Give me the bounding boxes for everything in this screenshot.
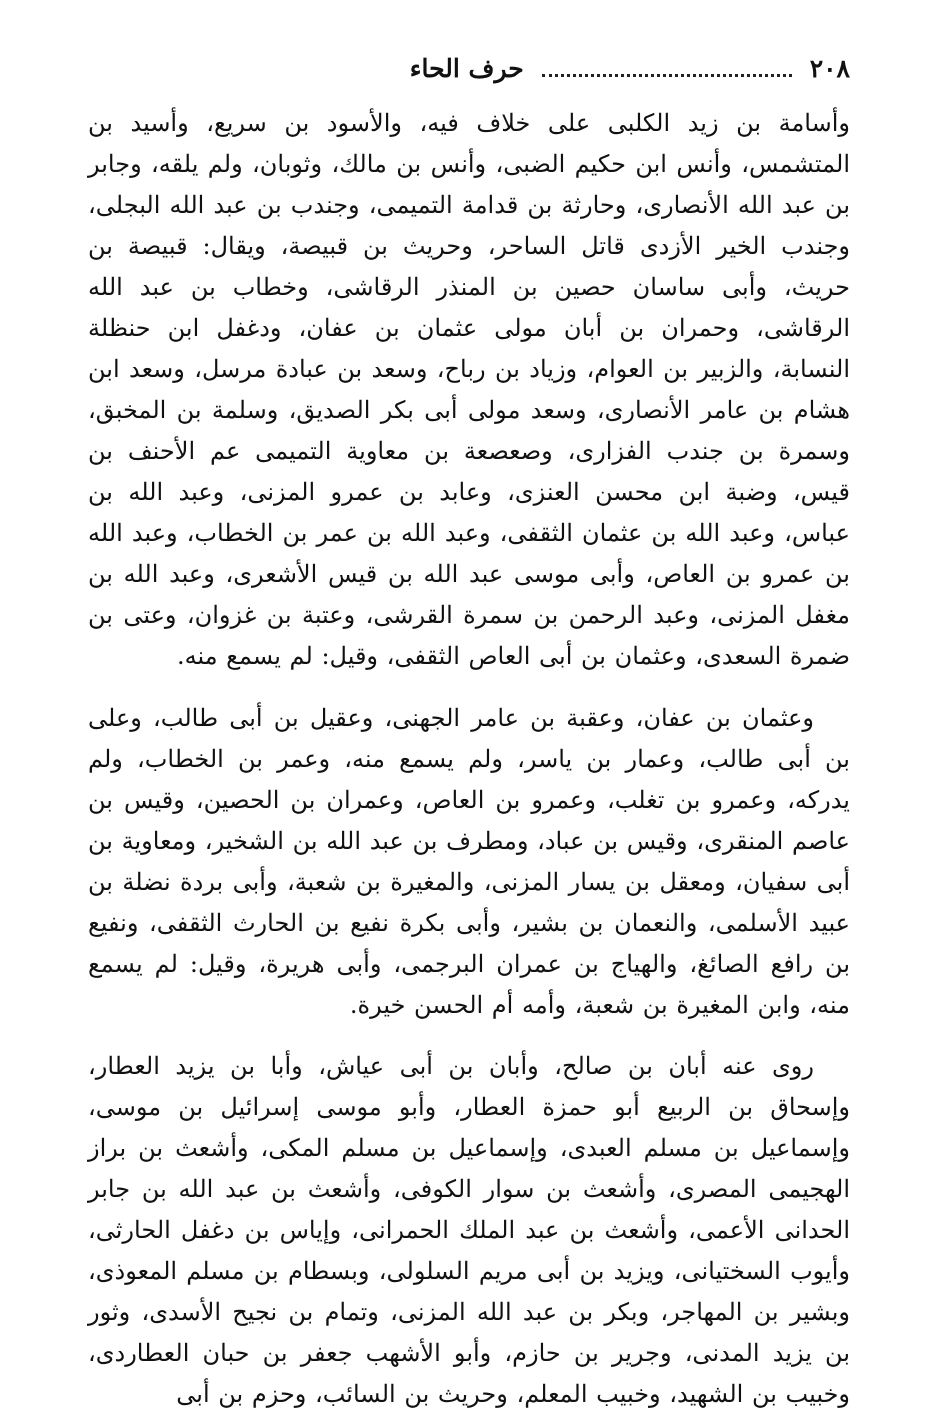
page-number: ٢٠٨ <box>809 53 850 83</box>
body-text <box>88 103 850 1415</box>
paragraph-narrators: روى عنه أبان بن صالح، وأبان بن أبى عياش، وأبا بن يزيد العطار، وإسحاق بن الربيع أبو حمزة العطار، وأبو موسى إسرائيل بن موسى، وإسماعيل بن مسلم العبدى، وإسماعيل بن مسلم المكى، وأشعث بن براز الهجيمى المصرى، وأشعث بن سوار الكوفى، وأشعث بن عبد الله بن جابر الحدانى الأعمى، وأشعث بن عبد الملك الحمرانى، وإياس بن دغفل الحارثى، وأيوب السختيانى، ويزيد بن أبى مريم السلولى، وبسطام بن مسلم المعوذى، وبشير بن المهاجر، وبكر بن عبد الله المزنى، وتمام بن نجيح الأسدى، وثور بن يزيد المدنى، وجرير بن حازم، وأبو الأشهب جعفر بن حبان العطاردى، وخبيب بن الشهيد، وخبيب المعلم، وحريث بن السائب، وحزم بن أبى <box>88 1052 851 1408</box>
running-header <box>88 48 850 88</box>
paragraph-companions: وأسامة بن زيد الكلبى على خلاف فيه، والأسود بن سريع، وأسيد بن المتشمس، وأنس ابن حكيم الضبى، وأنس بن مالك، وثوبان، ولم يلقه، وجابر بن عبد الله الأنصارى، وحارثة بن قدامة التميمى، وجندب بن عبد الله البجلى، وجندب الخير الأزدى قاتل الساحر، وحريث بن قبيصة، ويقال: قبيصة بن حريث، وأبى ساسان حصين بن المنذر الرقاشى، وخطاب بن عبد الله الرقاشى، وحمران بن أبان مولى عثمان بن عفان، ودغفل ابن حنظلة النسابة، والزبير بن العوام، وزياد بن رباح، وسعد بن عبادة مرسل، وسعد ابن هشام بن عامر الأنصارى، وسعد مولى أبى بكر الصديق، وسلمة بن المخبق، وسمرة بن جندب الفزارى، وصعصعة بن معاوية التميمى عم الأحنف بن قيس، وضبة ابن محسن العنزى، وعابد بن عمرو المزنى، وعبد الله بن عباس، وعبد الله بن عثمان الثقفى، وعبد الله بن عمر بن الخطاب، وعبد الله بن عمرو بن العاص، وأبى موسى عبد الله بن قيس الأشعرى، وعبد الله بن مغفل المزنى، وعبد الرحمن بن سمرة القرشى، وعتبة بن غزوان، وعتى بن ضمرة السعدى، وعثمان بن أبى العاص الثقفى، وقيل: لم يسمع منه. <box>88 109 850 670</box>
leader-dots <box>542 60 792 77</box>
chapter-title: حرف الحاء <box>409 53 524 83</box>
paragraph-companions-continued: وعثمان بن عفان، وعقبة بن عامر الجهنى، وعقيل بن أبى طالب، وعلى بن أبى طالب، وعمار بن ياسر، ولم يسمع منه، وعمر بن الخطاب، ولم يدركه، وعمرو بن تغلب، وعمرو بن العاص، وعمران بن الحصين، وقيس بن عاصم المنقرى، وقيس بن عباد، ومطرف بن عبد الله بن الشخير، ومعاوية بن أبى سفيان، ومعقل بن يسار المزنى، والمغيرة بن شعبة، وأبى بردة نضلة بن عبيد الأسلمى، والنعمان بن بشير، وأبى بكرة نفيع بن الحارث الثقفى، ونفيع بن رافع الصائغ، والهياج بن عمران البرجمى، وأبى هريرة، وقيل: لم يسمع منه، وابن المغيرة بن شعبة، وأمه أم الحسن خيرة. <box>88 704 851 1019</box>
